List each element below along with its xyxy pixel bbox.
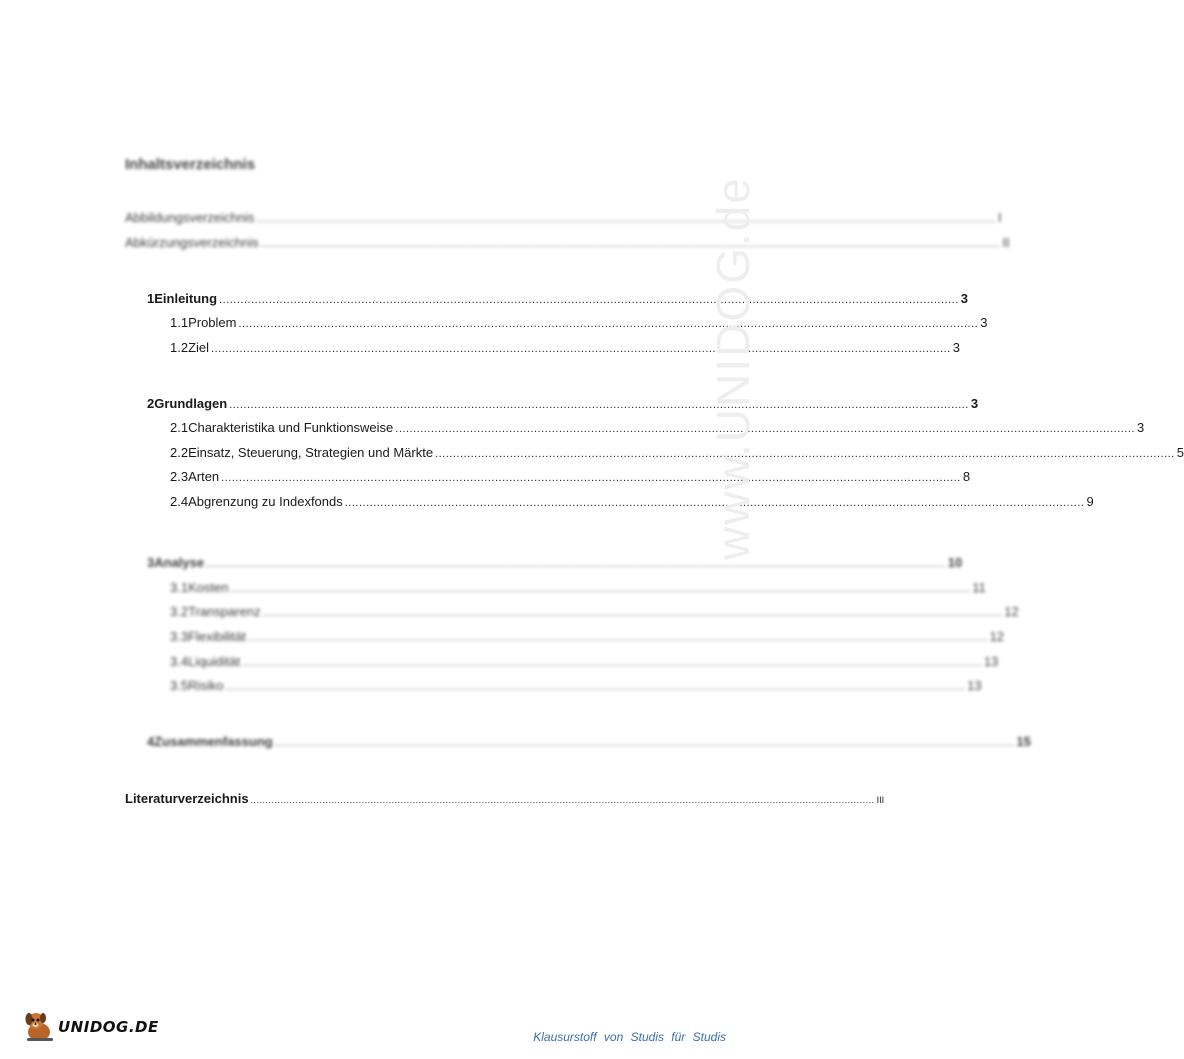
toc-chapter-page: 10	[947, 555, 963, 570]
toc-section-title: Ziel	[188, 340, 210, 355]
toc-section-1-1[interactable]	[170, 315, 988, 332]
toc-chapter-page: 3	[960, 291, 968, 306]
toc-leader-dots	[211, 341, 951, 357]
toc-entry-list-of-figures[interactable]	[125, 210, 1002, 227]
toc-entry-title: Literaturverzeichnis	[125, 791, 249, 806]
toc-section-3-3[interactable]	[170, 629, 1005, 646]
toc-section-title: Charakteristika und Funktionsweise	[188, 420, 394, 435]
toc-section-title: Problem	[188, 315, 237, 330]
toc-section-2-3[interactable]	[170, 469, 971, 486]
toc-section-number: 1.1	[170, 315, 189, 330]
toc-section-title: Einsatz, Steuerung, Strategien und Märkte	[188, 445, 434, 460]
toc-chapter-number: 2	[147, 396, 155, 411]
toc-section-number: 2.2	[170, 445, 189, 460]
toc-section-number: 2.4	[170, 494, 189, 509]
toc-entry-title: Abbildungsverzeichnis	[125, 210, 255, 225]
toc-section-page: 9	[1086, 494, 1094, 509]
toc-section-3-1[interactable]	[170, 580, 986, 597]
toc-leader-dots	[263, 605, 1003, 621]
toc-section-page: 11	[972, 580, 986, 595]
toc-heading: Inhaltsverzeichnis	[125, 156, 256, 173]
toc-chapter-3[interactable]	[147, 555, 963, 572]
toc-section-3-4[interactable]	[170, 654, 999, 671]
toc-section-number: 3.1	[170, 580, 189, 595]
toc-chapter-title: Grundlagen	[154, 396, 228, 411]
footer-logo[interactable]	[22, 1010, 159, 1044]
toc-leader-dots	[251, 792, 875, 808]
footer-tagline: Klausurstoff von Studis für Studis	[533, 1030, 726, 1044]
toc-leader-dots	[206, 556, 946, 572]
toc-section-2-2[interactable]	[170, 445, 1184, 462]
toc-chapter-page: 15	[1016, 734, 1031, 749]
toc-section-page: 12	[989, 629, 1005, 644]
toc-leader-dots	[395, 421, 1135, 437]
toc-leader-dots	[225, 679, 965, 695]
toc-leader-dots	[275, 735, 1015, 751]
toc-section-number: 1.2	[170, 340, 189, 355]
toc-chapter-number: 4	[147, 734, 155, 749]
toc-leader-dots	[256, 211, 996, 227]
toc-chapter-title: Einleitung	[154, 291, 218, 306]
toc-section-3-5[interactable]	[170, 678, 982, 695]
toc-entry-page: III	[876, 795, 885, 805]
toc-entry-list-of-abbreviations[interactable]	[125, 235, 1010, 252]
toc-section-2-1[interactable]	[170, 420, 1145, 437]
toc-leader-dots	[229, 397, 969, 413]
toc-section-number: 2.1	[170, 420, 189, 435]
toc-section-title: Flexibilität	[188, 629, 246, 644]
toc-leader-dots	[239, 316, 979, 332]
toc-section-title: Arten	[188, 469, 220, 484]
toc-chapter-2[interactable]	[147, 396, 979, 413]
toc-section-page: 3	[1136, 420, 1145, 435]
toc-section-2-4[interactable]	[170, 494, 1094, 511]
toc-section-number: 3.2	[170, 604, 189, 619]
toc-chapter-title: Zusammenfassung	[154, 734, 273, 749]
toc-chapter-number: 1	[147, 291, 155, 306]
toc-leader-dots	[248, 630, 988, 646]
toc-entry-title: Abkürzungsverzeichnis	[125, 235, 259, 250]
toc-section-title: Liquidität	[188, 654, 241, 669]
toc-section-number: 3.3	[170, 629, 189, 644]
toc-entry-page: I	[998, 210, 1002, 225]
toc-entry-page: II	[1002, 235, 1010, 250]
toc-section-title: Abgrenzung zu Indexfonds	[188, 494, 343, 509]
toc-chapter-number: 3	[147, 555, 155, 570]
toc-chapter-page: 3	[970, 396, 979, 411]
toc-leader-dots	[242, 655, 982, 671]
toc-section-number: 3.5	[170, 678, 189, 693]
toc-section-page: 12	[1004, 604, 1019, 619]
toc-section-page: 13	[967, 678, 982, 693]
toc-section-page: 13	[983, 654, 999, 669]
dog-mascot-icon	[22, 1010, 56, 1044]
toc-section-page: 3	[980, 315, 988, 330]
toc-section-page: 3	[952, 340, 960, 355]
toc-chapter-title: Analyse	[154, 555, 205, 570]
watermark-text: www.UNIDOG.de	[707, 176, 759, 560]
toc-entry-bibliography[interactable]	[125, 791, 885, 808]
toc-section-page: 5	[1176, 445, 1184, 460]
toc-leader-dots	[231, 581, 971, 597]
toc-leader-dots	[221, 470, 961, 486]
toc-section-1-2[interactable]	[170, 340, 960, 357]
toc-section-3-2[interactable]	[170, 604, 1019, 621]
toc-leader-dots	[219, 292, 959, 308]
toc-leader-dots	[261, 236, 1001, 252]
toc-section-title: Risiko	[188, 678, 224, 693]
toc-section-number: 3.4	[170, 654, 189, 669]
toc-section-number: 2.3	[170, 469, 189, 484]
toc-section-title: Transparenz	[188, 604, 261, 619]
toc-chapter-4[interactable]	[147, 734, 1031, 751]
toc-chapter-1[interactable]	[147, 291, 968, 308]
toc-section-title: Kosten	[188, 580, 229, 595]
toc-section-page: 8	[962, 469, 971, 484]
footer-brand: UNIDOG.DE	[58, 1018, 159, 1036]
toc-leader-dots	[435, 446, 1175, 462]
